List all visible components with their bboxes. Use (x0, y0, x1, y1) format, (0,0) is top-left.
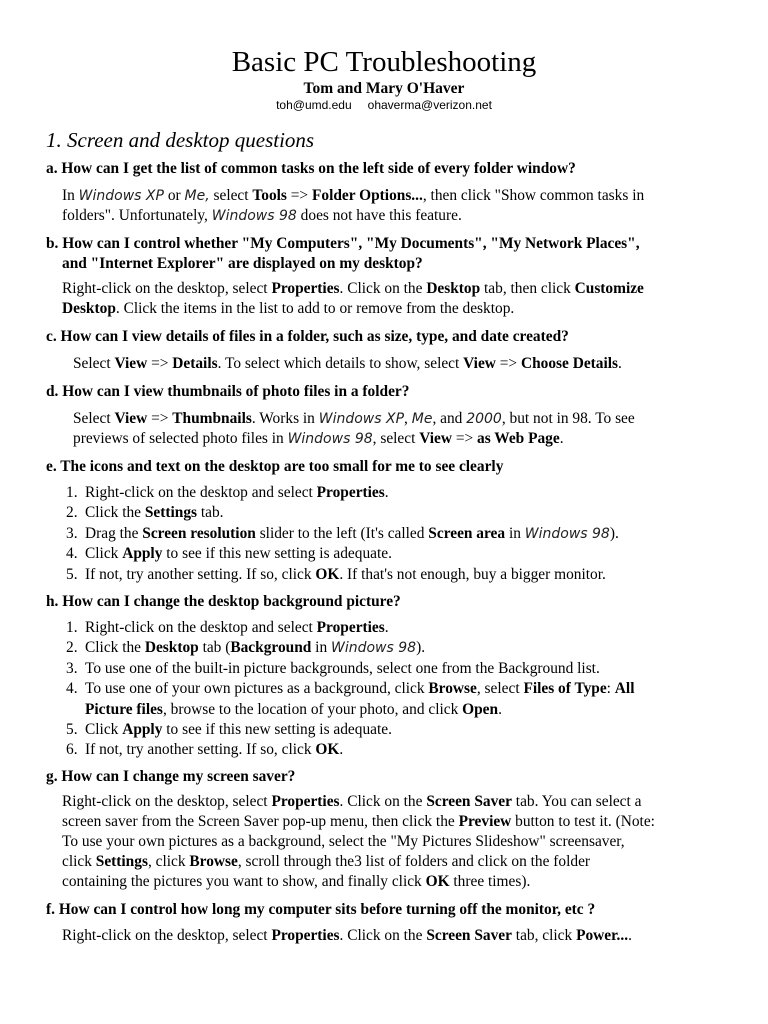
answer-d: Select View => Thumbnails. Works in Windows XP, Me, and 2000, but not in 98. To see previews of selected photo files in Windows 98, select View => as Web Page. (73, 410, 635, 447)
list-item: 5. If not, try another setting. If so, click OK. If that's not enough, buy a bigger monitor. (66, 565, 606, 583)
list-item: 4. To use one of your own pictures as a background, click Browse, select Files of Type: All Picture files, browse to the location of your photo, and click Open. (66, 680, 635, 718)
list-item: 4. Click Apply to see if this new setting is adequate. (66, 545, 392, 563)
question-b: b. How can I control whether "My Computers", "My Documents", "My Network Places", and "Internet Explorer" are displayed on my desktop? (46, 235, 640, 272)
list-item: 1. Right-click on the desktop and select Properties. (66, 484, 389, 501)
list-item: 2. Click the Settings tab. (66, 504, 224, 522)
list-item: 1. Right-click on the desktop and select Properties. (66, 619, 389, 636)
steps-h (66, 618, 746, 761)
answer-a: In Windows XP or Me, select Tools => Folder Options..., then click "Show common tasks in folders". Unfortunately, Windows 98 does not have this feature. (62, 187, 645, 224)
email-ohaverma: ohaverma@verizon.net (367, 98, 492, 112)
answer-f: Right-click on the desktop, select Properties. Click on the Screen Saver tab, click Power.... (62, 927, 632, 944)
list-item: 6. If not, try another setting. If so, click OK. (66, 741, 344, 759)
list-item: 3. Drag the Screen resolution slider to the left (It's called Screen area in Windows 98). (66, 524, 619, 542)
question-f: f. How can I control how long my computer sits before turning off the monitor, etc ? (46, 901, 596, 918)
list-item: 3. To use one of the built-in picture backgrounds, select one from the Background list. (66, 659, 600, 677)
question-e: e. The icons and text on the desktop are too small for me to see clearly (46, 458, 504, 475)
question-c: c. How can I view details of files in a folder, such as size, type, and date created? (46, 328, 569, 345)
question-h: h. How can I change the desktop background picture? (46, 593, 401, 610)
question-a: a. How can I get the list of common tasks on the left side of every folder window? (46, 160, 576, 177)
answer-g: Right-click on the desktop, select Properties. Click on the Screen Saver tab. You can select a screen saver from the Screen Saver pop-up menu, then click the Preview button to test it. (Note: To use your own pictures as a background, select the "My Pictures Slideshow" screensaver, click Settings, click Browse, scroll through the3 list of folders and click on the folder containing the pictures you want to show, and finally click OK three times). (62, 793, 655, 890)
authors: Tom and Mary O'Haver (303, 80, 465, 97)
question-d: d. How can I view thumbnails of photo files in a folder? (46, 383, 410, 400)
answer-c: Select View => Details. To select which details to show, select View => Choose Details. (73, 355, 622, 372)
author-emails (0, 98, 768, 113)
document-title: Basic PC Troubleshooting (231, 46, 537, 78)
section-heading: 1. Screen and desktop questions (46, 128, 315, 152)
steps-e (66, 483, 746, 585)
answer-b: Right-click on the desktop, select Properties. Click on the Desktop tab, then click Customize Desktop. Click the items in the list to add to or remove from the desktop. (62, 280, 644, 317)
list-item: 2. Click the Desktop tab (Background in Windows 98). (66, 639, 426, 657)
question-g: g. How can I change my screen saver? (46, 768, 296, 785)
list-item: 5. Click Apply to see if this new setting is adequate. (66, 721, 392, 739)
email-toh: toh@umd.edu (276, 98, 352, 112)
